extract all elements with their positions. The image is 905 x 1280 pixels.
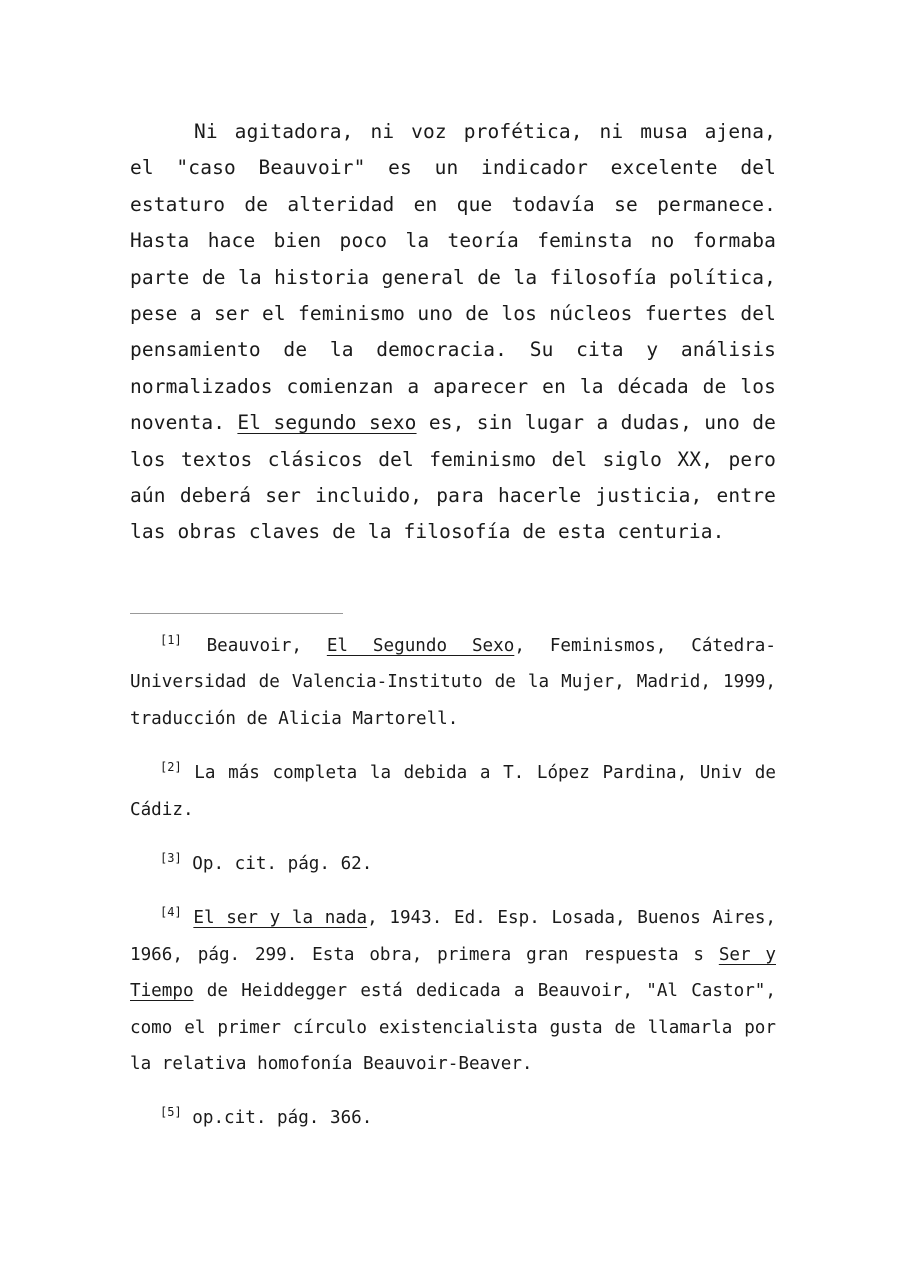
footnote-4 [130, 900, 776, 1082]
footnote-1-link[interactable]: El Segundo Sexo [326, 635, 515, 656]
footnote-5 [130, 1100, 776, 1136]
body-text-part-2: es, sin lugar a dudas, uno de los textos clásicos del feminismo del siglo XX, pero aún deberá ser incluido, para hacerle justicia, entre las obras claves de la filosofía de esta centuria. [130, 411, 776, 544]
footnote-4-marker[interactable]: [4] [160, 905, 182, 920]
body-paragraph [130, 114, 776, 551]
document-page [130, 114, 776, 1155]
footnotes [130, 628, 776, 1137]
footnote-3-marker[interactable]: [3] [160, 850, 182, 865]
footnote-1-text-post: , Feminismos, Cátedra-Universidad de Valencia-Instituto de la Mujer, Madrid, 1999, traducción de Alicia Martorell. [130, 635, 776, 729]
footnote-2-marker[interactable]: [2] [160, 760, 182, 775]
footnote-5-text: op.cit. pág. 366. [181, 1108, 373, 1129]
book-title-link[interactable]: El segundo sexo [237, 411, 417, 435]
footnote-3 [130, 846, 776, 882]
footnote-3-text: Op. cit. pág. 62. [181, 853, 373, 874]
footnote-1 [130, 628, 776, 737]
footnote-2-text: La más completa la debida a T. López Pardina, Univ de Cádiz. [130, 763, 776, 820]
footnote-5-marker[interactable]: [5] [160, 1105, 182, 1120]
footnote-4-link-2[interactable]: Ser y Tiempo [130, 944, 776, 1002]
footnote-1-marker[interactable]: [1] [160, 632, 182, 647]
footnote-separator [130, 613, 343, 614]
footnote-4-text-post: de Heiddegger está dedicada a Beauvoir, "Al Castor", como el primer círculo existencialista gusta de llamarla por la relativa homofonía Beauvoir-Beaver. [130, 981, 776, 1074]
footnote-1-text-pre: Beauvoir, [181, 635, 327, 656]
footnote-2 [130, 755, 776, 828]
footnote-4-link-1[interactable]: El ser y la nada [193, 908, 368, 929]
footnote-4-text-mid: , 1943. Ed. Esp. Losada, Buenos Aires, 1966, pág. 299. Esta obra, primera gran respuesta s [130, 908, 777, 965]
body-text-part-1: Ni agitadora, ni voz profética, ni musa ajena, el "caso Beauvoir" es un indicador excelente del estaturo de alteridad en que todavía se permanece. Hasta hace bien poco la teoría feminsta no formaba parte de la historia general de la filosofía política, pese a ser el feminismo uno de los núcleos fuertes del pensamiento de la democracia. Su cita y análisis normalizados comienzan a aparecer en la década de los noventa. [130, 120, 776, 435]
footnote-4-text-pre [182, 908, 194, 928]
